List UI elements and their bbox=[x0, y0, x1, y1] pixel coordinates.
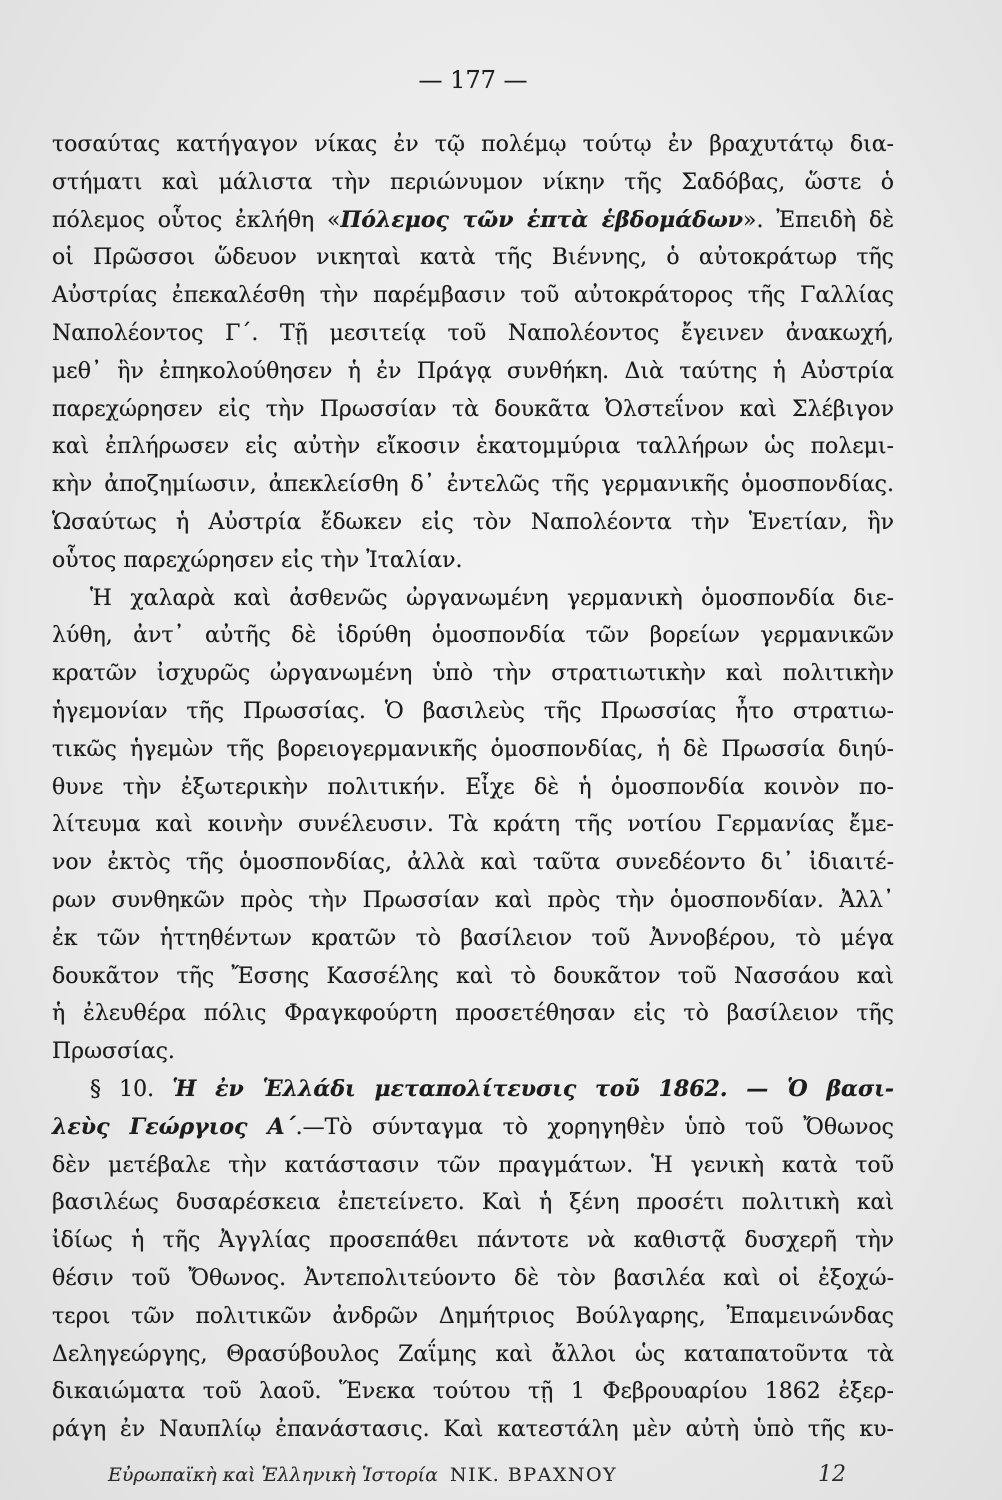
text-segment: καὶ ἐπλήρωσεν εἰς αὐτὴν εἴκοσιν ἑκατομμύρια ταλλήρων ὡς πολεμι- bbox=[52, 434, 894, 460]
text-segment: κρατῶν ἰσχυρῶς ὠργανωμένη ὑπὸ τὴν στρατιωτικὴν καὶ πολιτικὴν bbox=[52, 661, 894, 687]
text-line bbox=[52, 277, 894, 315]
text-segment: θυνε τὴν ἐξωτερικὴν πολιτικήν. Εἶχε δὲ ἡ ὁμοσπονδία κοινὸν πο- bbox=[52, 774, 894, 800]
text-segment: δουκᾶτον τῆς Ἔσσης Κασσέλης καὶ τὸ δουκᾶτον τοῦ Νασσάου καὶ bbox=[52, 963, 894, 989]
text-line bbox=[52, 844, 894, 882]
text-line bbox=[52, 693, 894, 731]
text-segment: οἱ Πρῶσσοι ὥδευον νικηταὶ κατὰ τῆς Βιέννης, ὁ αὐτοκράτωρ τῆς bbox=[52, 245, 894, 271]
emphasized-text: Ἡ ἐν Ἑλλάδι μεταπολίτευσις τοῦ 1862. — Ὁ βασι- bbox=[172, 1075, 894, 1102]
text-segment: Δεληγεώργης, Θρασύβουλος Ζαΐμης καὶ ἄλλοι ὡς καταπατοῦντα τὰ bbox=[52, 1341, 894, 1367]
signature-mark: 12 bbox=[818, 1462, 846, 1487]
text-segment: στήματι καὶ μάλιστα τὴν περιώνυμον νίκην τῆς Σαδόβας, ὥστε ὁ bbox=[52, 169, 894, 195]
text-line bbox=[52, 655, 894, 693]
text-line bbox=[52, 428, 894, 466]
text-line bbox=[52, 1298, 894, 1336]
text-segment: ἰδίως ἡ τῆς Ἀγγλίας προσεπάθει πάντοτε νὰ καθιστᾷ δυσχερῆ τὴν bbox=[52, 1228, 894, 1254]
text-segment: Πρωσσίας. bbox=[52, 1039, 175, 1065]
text-line bbox=[52, 164, 894, 202]
body-text bbox=[52, 126, 894, 1449]
text-line bbox=[52, 315, 894, 353]
text-line bbox=[52, 353, 894, 391]
footer-author: ΝΙΚ. ΒΡΑΧΝΟΥ bbox=[449, 1464, 618, 1486]
text-segment: πόλεμος οὗτος ἐκλήθη « bbox=[52, 207, 341, 233]
text-segment: ρων συνθηκῶν πρὸς τὴν Πρωσσίαν καὶ πρὸς τὴν ὁμοσπονδίαν. Ἀλλ᾽ bbox=[52, 887, 894, 913]
text-line bbox=[52, 731, 894, 769]
text-segment: Αὐστρίας ἐπεκαλέσθη τὴν παρέμβασιν τοῦ αὐτοκράτορος τῆς Γαλλίας bbox=[52, 283, 894, 309]
text-line bbox=[52, 1336, 894, 1374]
text-line bbox=[52, 391, 894, 429]
text-segment: Ὡσαύτως ἡ Αὐστρία ἔδωκεν εἰς τὸν Ναπολέοντα τὴν Ἑνετίαν, ἣν bbox=[52, 509, 894, 535]
text-segment: ράγη ἐν Ναυπλίῳ ἐπανάστασις. Καὶ κατεστάλη μὲν αὐτὴ ὑπὸ τῆς κυ- bbox=[52, 1417, 894, 1443]
text-segment: λύθη, ἀντ᾽ αὐτῆς δὲ ἱδρύθη ὁμοσπονδία τῶν βορείων γερμανικῶν bbox=[52, 623, 894, 649]
text-line bbox=[52, 1222, 894, 1260]
text-segment: παρεχώρησεν εἰς τὴν Πρωσσίαν τὰ δουκᾶτα Ὀλστεΐνον καὶ Σλέβιγον bbox=[52, 396, 894, 422]
text-line bbox=[52, 1184, 894, 1222]
text-line bbox=[52, 504, 894, 542]
text-segment: Ναπολέοντος Γ΄. Τῇ μεσιτείᾳ τοῦ Ναπολέοντος ἔγεινεν ἀνακωχή, bbox=[52, 320, 894, 346]
text-segment: τεροι τῶν πολιτικῶν ἀνδρῶν Δημήτριος Βούλγαρης, Ἐπαμεινώνδας bbox=[52, 1303, 894, 1329]
page-number-header: — 177 — bbox=[418, 66, 528, 94]
text-line bbox=[52, 806, 894, 844]
emphasized-text: Πόλεμος τῶν ἑπτὰ ἑβδομάδων bbox=[340, 206, 744, 233]
text-line bbox=[52, 920, 894, 958]
text-line bbox=[52, 239, 894, 277]
paragraph bbox=[52, 1071, 894, 1449]
text-line bbox=[52, 1147, 894, 1185]
text-segment: ». Ἐπειδὴ δὲ bbox=[743, 207, 894, 233]
text-segment: .—Τὸ σύνταγμα τὸ χορηγηθὲν ὑπὸ τοῦ Ὄθωνος bbox=[295, 1114, 894, 1140]
text-line bbox=[52, 466, 894, 504]
text-segment: ἐκ τῶν ἡττηθέντων κρατῶν τὸ βασίλειον τοῦ Ἀννοβέρου, τὸ μέγα bbox=[52, 925, 894, 951]
page-footer bbox=[108, 1460, 708, 1490]
text-line bbox=[52, 769, 894, 807]
text-line bbox=[52, 1411, 894, 1449]
text-segment: δὲν μετέβαλε τὴν κατάστασιν τῶν πραγμάτων. Ἡ γενικὴ κατὰ τοῦ bbox=[52, 1152, 894, 1178]
text-line bbox=[52, 542, 894, 580]
text-line bbox=[52, 1109, 894, 1147]
text-line bbox=[52, 995, 894, 1033]
text-line bbox=[52, 126, 894, 164]
text-line bbox=[52, 1033, 894, 1071]
text-line bbox=[52, 1260, 894, 1298]
text-segment: Ἡ χαλαρὰ καὶ ἀσθενῶς ὠργανωμένη γερμανικὴ ὁμοσπονδία διε- bbox=[90, 585, 894, 611]
text-segment: § 10. bbox=[90, 1076, 173, 1102]
text-segment: λίτευμα καὶ κοινὴν συνέλευσιν. Τὰ κράτη τῆς νοτίου Γερμανίας ἔμε- bbox=[52, 812, 894, 838]
text-segment: κὴν ἀποζημίωσιν, ἀπεκλείσθη δ᾽ ἐντελῶς τῆς γερμανικῆς ὁμοσπονδίας. bbox=[52, 472, 894, 498]
text-line bbox=[52, 958, 894, 996]
text-line bbox=[52, 1071, 894, 1109]
text-segment: τοσαύτας κατήγαγον νίκας ἐν τῷ πολέμῳ τούτῳ ἐν βραχυτάτῳ δια- bbox=[52, 132, 894, 157]
text-segment: βασιλέως δυσαρέσκεια ἐπετείνετο. Καὶ ἡ ξένη προσέτι πολιτικὴ καὶ bbox=[52, 1190, 894, 1216]
text-line bbox=[52, 617, 894, 655]
text-segment: τικῶς ἡγεμὼν τῆς βορειογερμανικῆς ὁμοσπονδίας, ἡ δὲ Πρωσσία διηύ- bbox=[52, 736, 894, 762]
text-segment: νον ἐκτὸς τῆς ὁμοσπονδίας, ἀλλὰ καὶ ταῦτα συνεδέοντο δι᾽ ἰδιαιτέ- bbox=[52, 850, 894, 876]
text-segment: μεθ᾽ ἣν ἐπηκολούθησεν ἡ ἐν Πράγᾳ συνθήκη. Διὰ ταύτης ἡ Αὐστρία bbox=[52, 358, 894, 384]
text-segment: ἡ ἐλευθέρα πόλις Φραγκφούρτη προσετέθησαν εἰς τὸ βασίλειον τῆς bbox=[52, 1001, 894, 1027]
text-segment: θέσιν τοῦ Ὄθωνος. Ἀντεπολιτεύοντο δὲ τὸν βασιλέα καὶ οἱ ἐξοχώ- bbox=[52, 1265, 894, 1291]
paragraph bbox=[52, 580, 894, 1071]
text-line bbox=[52, 1373, 894, 1411]
text-segment: δικαιώματα τοῦ λαοῦ. Ἕνεκα τούτου τῇ 1 Φεβρουαρίου 1862 ἐξερ- bbox=[52, 1379, 894, 1405]
text-line bbox=[52, 882, 894, 920]
footer-book-title: Εὐρωπαϊκὴ καὶ Ἑλληνικὴ Ἱστορία bbox=[108, 1464, 438, 1486]
paragraph bbox=[52, 126, 894, 580]
text-line bbox=[52, 580, 894, 618]
emphasized-text: λεὺς Γεώργιος Α΄ bbox=[52, 1113, 296, 1140]
text-line bbox=[52, 202, 894, 240]
text-segment: οὗτος παρεχώρησεν εἰς τὴν Ἰταλίαν. bbox=[52, 547, 463, 573]
text-segment: ἡγεμονίαν τῆς Πρωσσίας. Ὁ βασιλεὺς τῆς Πρωσσίας ἦτο στρατιω- bbox=[52, 698, 894, 724]
